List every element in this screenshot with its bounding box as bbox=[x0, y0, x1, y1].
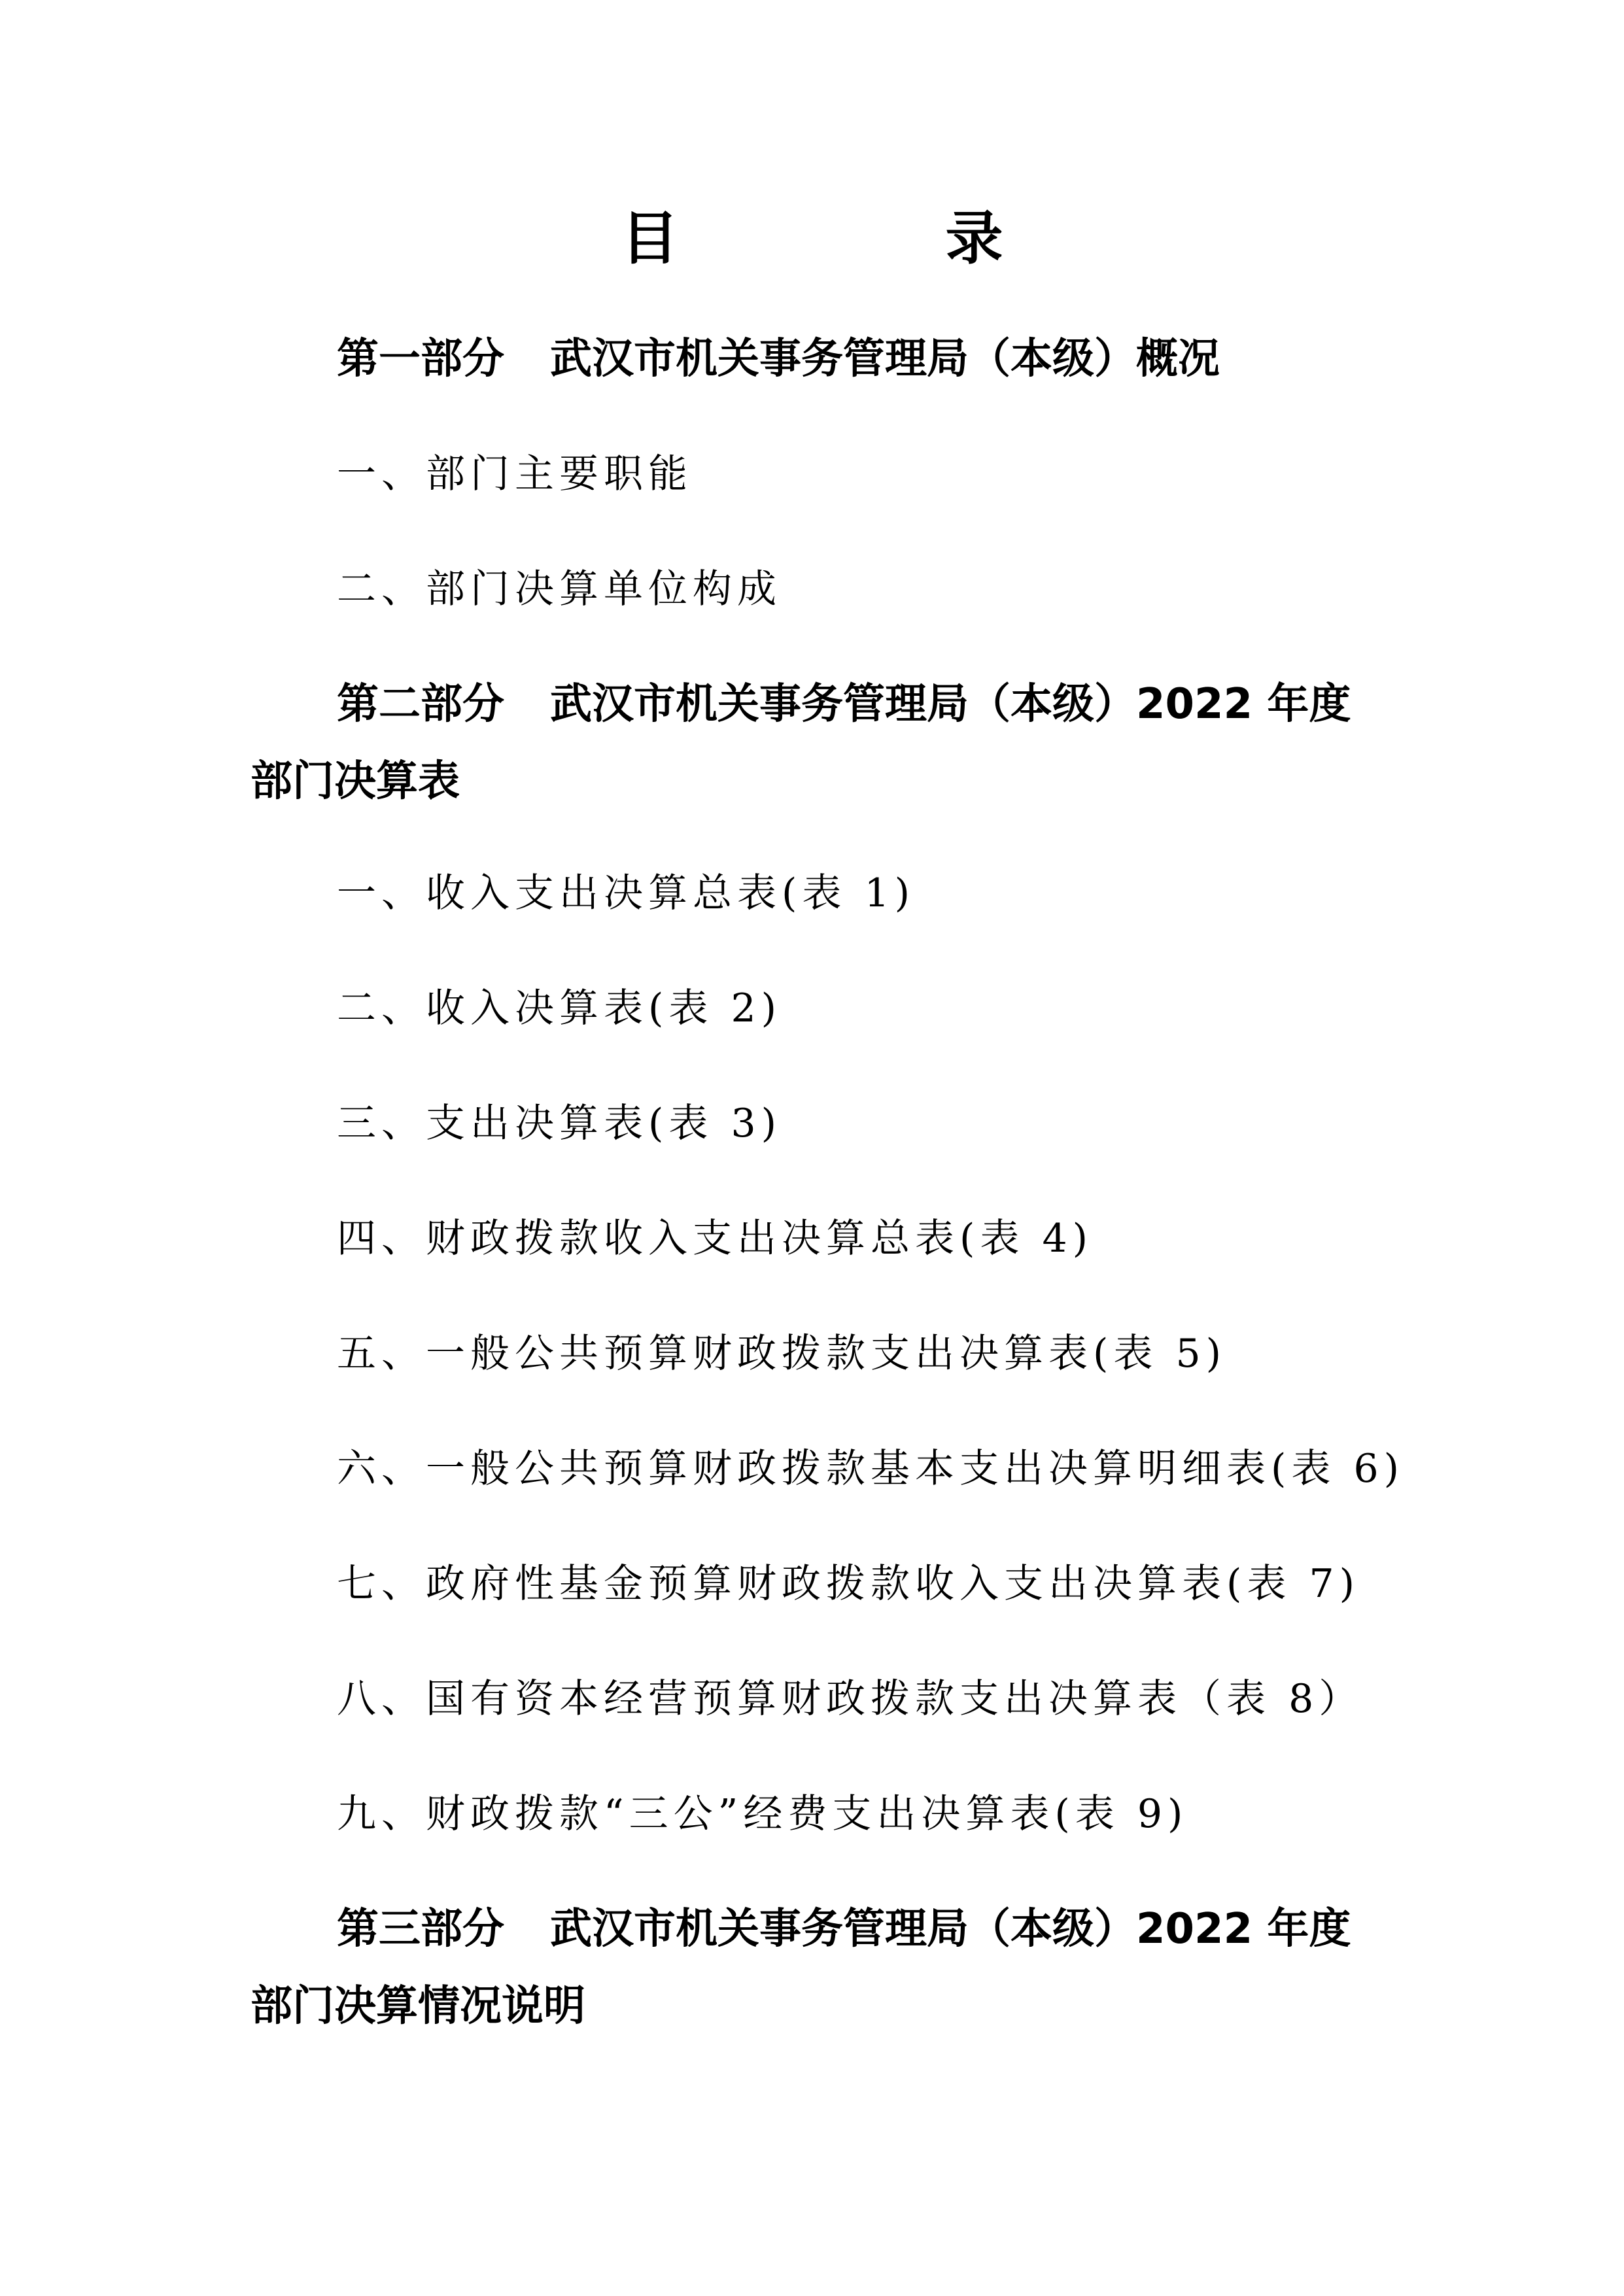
part2-title-line2[interactable]: 部门决算表 bbox=[251, 757, 460, 806]
toc-item-table7[interactable]: 七、政府性基金预算财政拨款收入支出决算表(表 7) bbox=[337, 1561, 1360, 1607]
toc-item-table5[interactable]: 五、一般公共预算财政拨款支出决算表(表 5) bbox=[337, 1331, 1227, 1377]
part1-label: 第一部分 bbox=[337, 335, 504, 383]
part3-title-line1: 武汉市机关事务管理局（本级）2022 年度 bbox=[550, 1905, 1351, 1953]
toc-item-table1[interactable]: 一、收入支出决算总表(表 1) bbox=[337, 870, 916, 916]
part3-title-line2[interactable]: 部门决算情况说明 bbox=[251, 1982, 585, 2030]
part2-heading[interactable] bbox=[337, 680, 1351, 728]
toc-item-table9[interactable]: 九、财政拨款“三公”经费支出决算表(表 9) bbox=[337, 1791, 1188, 1837]
part1-heading[interactable] bbox=[337, 335, 1220, 383]
toc-item-table6[interactable]: 六、一般公共预算财政拨款基本支出决算明细表(表 6) bbox=[337, 1446, 1405, 1492]
toc-item-table3[interactable]: 三、支出决算表(表 3) bbox=[337, 1101, 782, 1146]
part1-title: 武汉市机关事务管理局（本级）概况 bbox=[550, 335, 1220, 383]
toc-item-table2[interactable]: 二、收入决算表(表 2) bbox=[337, 985, 782, 1031]
part2-label: 第二部分 bbox=[337, 680, 504, 728]
toc-item-part1-2[interactable]: 二、部门决算单位构成 bbox=[337, 566, 782, 612]
part2-title-line1: 武汉市机关事务管理局（本级）2022 年度 bbox=[550, 680, 1351, 728]
toc-item-table8[interactable]: 八、国有资本经营预算财政拨款支出决算表（表 8） bbox=[337, 1676, 1364, 1722]
part3-heading[interactable] bbox=[337, 1905, 1351, 1953]
toc-item-part1-1[interactable]: 一、部门主要职能 bbox=[337, 451, 693, 497]
page-title: 目 录 bbox=[621, 205, 1108, 272]
toc-item-table4[interactable]: 四、财政拨款收入支出决算总表(表 4) bbox=[337, 1216, 1094, 1261]
part3-label: 第三部分 bbox=[337, 1905, 504, 1953]
